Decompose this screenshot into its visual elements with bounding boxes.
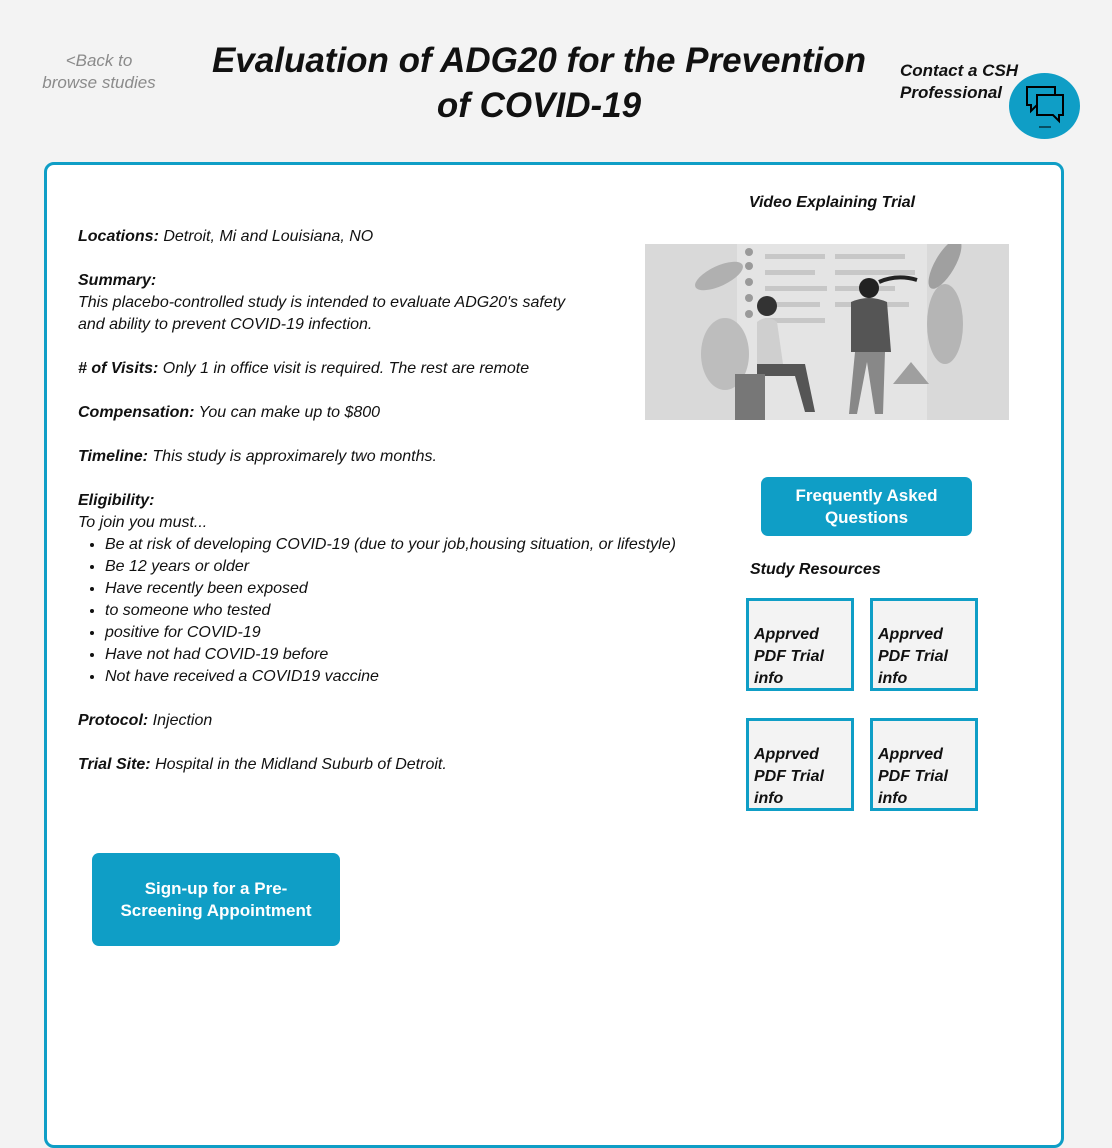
list-item: • Have recently been exposed — [105, 578, 718, 600]
list-item: • to someone who tested — [105, 600, 718, 622]
study-details — [78, 226, 718, 798]
video-label: Video Explaining Trial — [748, 194, 916, 211]
protocol-row: Protocol: Injection — [78, 712, 213, 729]
faq-button[interactable]: Frequently Asked Questions — [761, 477, 972, 536]
video-thumbnail[interactable] — [645, 244, 1009, 420]
trial-site-row: Trial Site: Hospital in the Midland Suburb of Detroit. — [78, 756, 447, 773]
summary-row: Summary: This placebo-controlled study is intended to evaluate ADG20's safety and ability to prevent COVID-19 infection. — [78, 272, 566, 333]
list-item: • Be at risk of developing COVID-19 (due to your job,housing situation, or lifestyle) — [105, 534, 718, 556]
eligibility-list — [78, 534, 718, 688]
list-item: • Not have received a COVID19 vaccine — [105, 666, 718, 688]
timeline-row: Timeline: This study is approximarely two months. — [78, 448, 437, 465]
compensation-row: Compensation: You can make up to $800 — [78, 404, 381, 421]
resource-pdf-tile[interactable]: Apprved PDF Trial info — [746, 718, 854, 811]
back-to-browse-link[interactable]: <Back to browse studies — [42, 51, 156, 92]
resource-pdf-tile[interactable]: Apprved PDF Trial info — [870, 718, 978, 811]
locations-row: Locations: Detroit, Mi and Louisiana, NO — [78, 228, 374, 245]
people-illustration-icon — [645, 244, 1009, 420]
eligibility-section: Eligibility: To join you must... • Be at risk of developing COVID-19 (due to your job,housing situation, or lifestyle) • Be 12 years or older • Have recently been exposed • to someone who tested • positive for COVID-19 • Have not had COVID-19 before • Not have received a COVID19 vaccine — [78, 490, 718, 688]
contact-label: Contact a CSH Professional — [900, 61, 1019, 102]
page-title: Evaluation of ADG20 for the Prevention of COVID-19 — [211, 41, 867, 125]
list-item: • positive for COVID-19 — [105, 622, 718, 644]
list-item: • Be 12 years or older — [105, 556, 718, 578]
resource-pdf-tile[interactable]: Apprved PDF Trial info — [870, 598, 978, 691]
list-item: • Have not had COVID-19 before — [105, 644, 718, 666]
study-resources-label: Study Resources — [750, 561, 881, 578]
visits-row: # of Visits: Only 1 in office visit is required. The rest are remote — [78, 360, 530, 377]
chat-bubbles-icon — [1023, 83, 1067, 129]
signup-prescreening-button[interactable]: Sign-up for a Pre- Screening Appointment — [92, 853, 340, 946]
resource-pdf-tile[interactable]: Apprved PDF Trial info — [746, 598, 854, 691]
contact-chat-button[interactable] — [1009, 73, 1080, 139]
